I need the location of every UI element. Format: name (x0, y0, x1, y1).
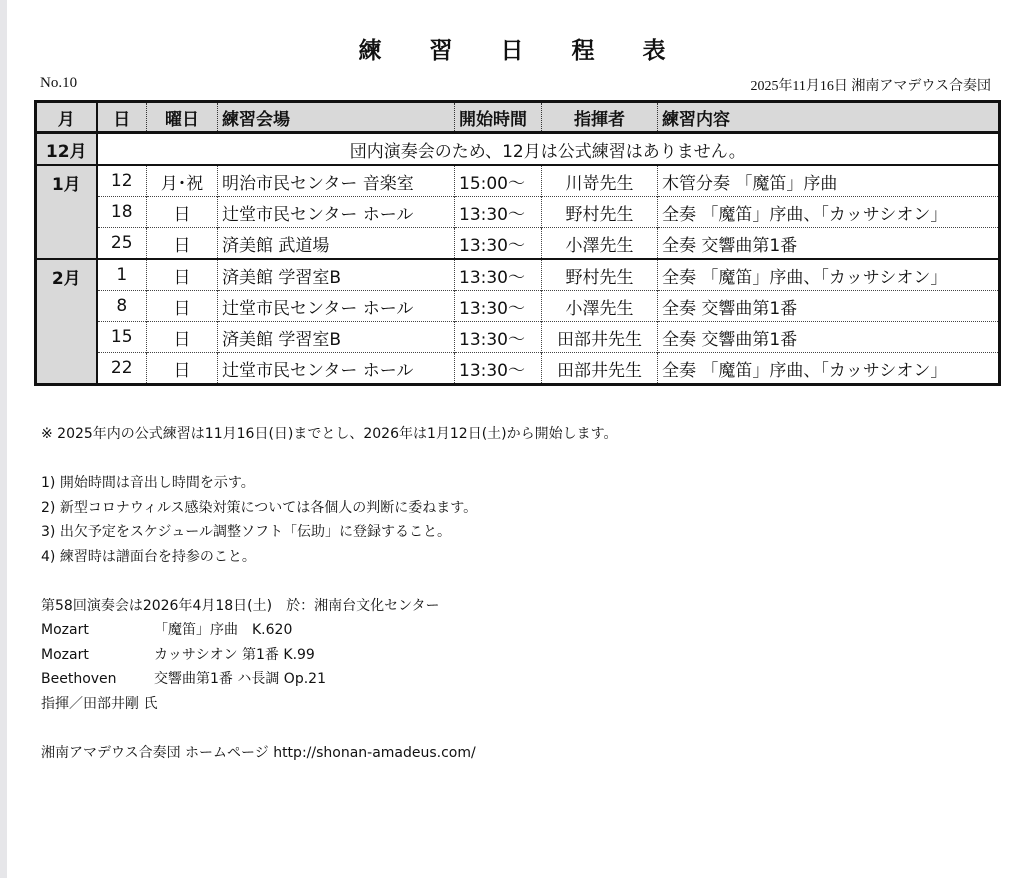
table-row (36, 353, 1000, 385)
content-cell: 全奏 「魔笛」序曲、「カッサシオン」 (658, 197, 1000, 228)
start-time-cell: 13:30〜 (455, 259, 542, 291)
header-start-time: 開始時間 (455, 102, 542, 133)
program-item (41, 643, 618, 668)
table-header-row (36, 102, 1000, 133)
day-cell: 12 (97, 165, 147, 197)
day-cell: 15 (97, 322, 147, 353)
program-work: 「魔笛」序曲 K.620 (154, 622, 293, 638)
program-composer: Beethoven (41, 671, 117, 687)
table-row-december (36, 133, 1000, 166)
december-notice: 団内演奏会のため、12月は公式練習はありません。 (97, 133, 1000, 166)
table-row (36, 291, 1000, 322)
venue-cell: 済美館 学習室B (218, 322, 455, 353)
venue-cell: 辻堂市民センター ホール (218, 291, 455, 322)
schedule-notice: ※ 2025年内の公式練習は11月16日(日)までとし、2026年は1月12日(土)から開始します。 (41, 426, 618, 442)
document-date-org: 2025年11月16日 湘南アマデウス合奏団 (750, 79, 991, 94)
concert-heading: 第58回演奏会は2026年4月18日(土) 於：湘南台文化センター (41, 597, 440, 614)
notes-section (41, 422, 618, 765)
program-work: 交響曲第1番 ハ長調 Op.21 (154, 671, 326, 687)
content-cell: 全奏 「魔笛」序曲、「カッサシオン」 (658, 259, 1000, 291)
document-title: 練 習 日 程 表 (358, 37, 686, 64)
venue-cell: 済美館 武道場 (218, 228, 455, 260)
start-time-cell: 13:30〜 (455, 291, 542, 322)
conductor-cell: 川嵜先生 (542, 165, 658, 197)
venue-cell: 辻堂市民センター ホール (218, 197, 455, 228)
page-left-edge (0, 0, 7, 878)
content-cell: 全奏 「魔笛」序曲、「カッサシオン」 (658, 353, 1000, 385)
conductor-cell: 田部井先生 (542, 353, 658, 385)
practice-schedule-table (34, 100, 1001, 386)
content-cell: 全奏 交響曲第1番 (658, 291, 1000, 322)
day-cell: 25 (97, 228, 147, 260)
conductor-cell: 小澤先生 (542, 228, 658, 260)
weekday-cell: 日 (147, 197, 218, 228)
day-cell: 22 (97, 353, 147, 385)
weekday-cell: 日 (147, 291, 218, 322)
conductor-cell: 野村先生 (542, 197, 658, 228)
weekday-cell: 日 (147, 322, 218, 353)
month-cell-february: 2月 (36, 259, 97, 385)
table-row (36, 322, 1000, 353)
homepage-footer: 湘南アマデウス合奏団 ホームページ http://shonan-amadeus.com/ (41, 744, 476, 761)
start-time-cell: 13:30〜 (455, 353, 542, 385)
document-number: No.10 (40, 75, 78, 91)
content-cell: 木管分奏 「魔笛」序曲 (658, 165, 1000, 197)
conductor-cell: 田部井先生 (542, 322, 658, 353)
program-item (41, 667, 618, 692)
conductor-cell: 小澤先生 (542, 291, 658, 322)
start-time-cell: 13:30〜 (455, 322, 542, 353)
start-time-cell: 13:30〜 (455, 228, 542, 260)
month-cell-december: 12月 (36, 133, 97, 166)
note-item: 3) 出欠予定をスケジュール調整ソフト「伝助」に登録すること。 (41, 524, 451, 540)
program-composer: Mozart (41, 646, 89, 663)
table-row (36, 228, 1000, 260)
conductor-cell: 野村先生 (542, 259, 658, 291)
program-work: カッサシオン 第1番 K.99 (154, 646, 315, 663)
program-composer: Mozart (41, 622, 89, 638)
table-row (36, 165, 1000, 197)
start-time-cell: 15:00〜 (455, 165, 542, 197)
note-item: 1) 開始時間は音出し時間を示す。 (41, 475, 255, 491)
header-weekday: 曜日 (147, 102, 218, 133)
day-cell: 18 (97, 197, 147, 228)
venue-cell: 辻堂市民センター ホール (218, 353, 455, 385)
header-conductor: 指揮者 (542, 102, 658, 133)
header-day: 日 (97, 102, 147, 133)
note-item: 4) 練習時は譜面台を持参のこと。 (41, 548, 256, 565)
table-row (36, 259, 1000, 291)
header-month: 月 (36, 102, 97, 133)
note-item: 2) 新型コロナウィルス感染対策については各個人の判断に委ねます。 (41, 499, 478, 516)
start-time-cell: 13:30〜 (455, 197, 542, 228)
table-row (36, 197, 1000, 228)
program-item (41, 618, 618, 643)
venue-cell: 明治市民センター 音楽室 (218, 165, 455, 197)
day-cell: 1 (97, 259, 147, 291)
month-cell-january: 1月 (36, 165, 97, 259)
weekday-cell: 日 (147, 353, 218, 385)
venue-cell: 済美館 学習室B (218, 259, 455, 291)
content-cell: 全奏 交響曲第1番 (658, 322, 1000, 353)
day-cell: 8 (97, 291, 147, 322)
concert-conductor: 指揮／田部井剛 氏 (41, 695, 158, 712)
weekday-cell: 月･祝 (147, 165, 218, 197)
content-cell: 全奏 交響曲第1番 (658, 228, 1000, 260)
weekday-cell: 日 (147, 228, 218, 260)
header-content: 練習内容 (658, 102, 1000, 133)
header-venue: 練習会場 (218, 102, 455, 133)
weekday-cell: 日 (147, 259, 218, 291)
